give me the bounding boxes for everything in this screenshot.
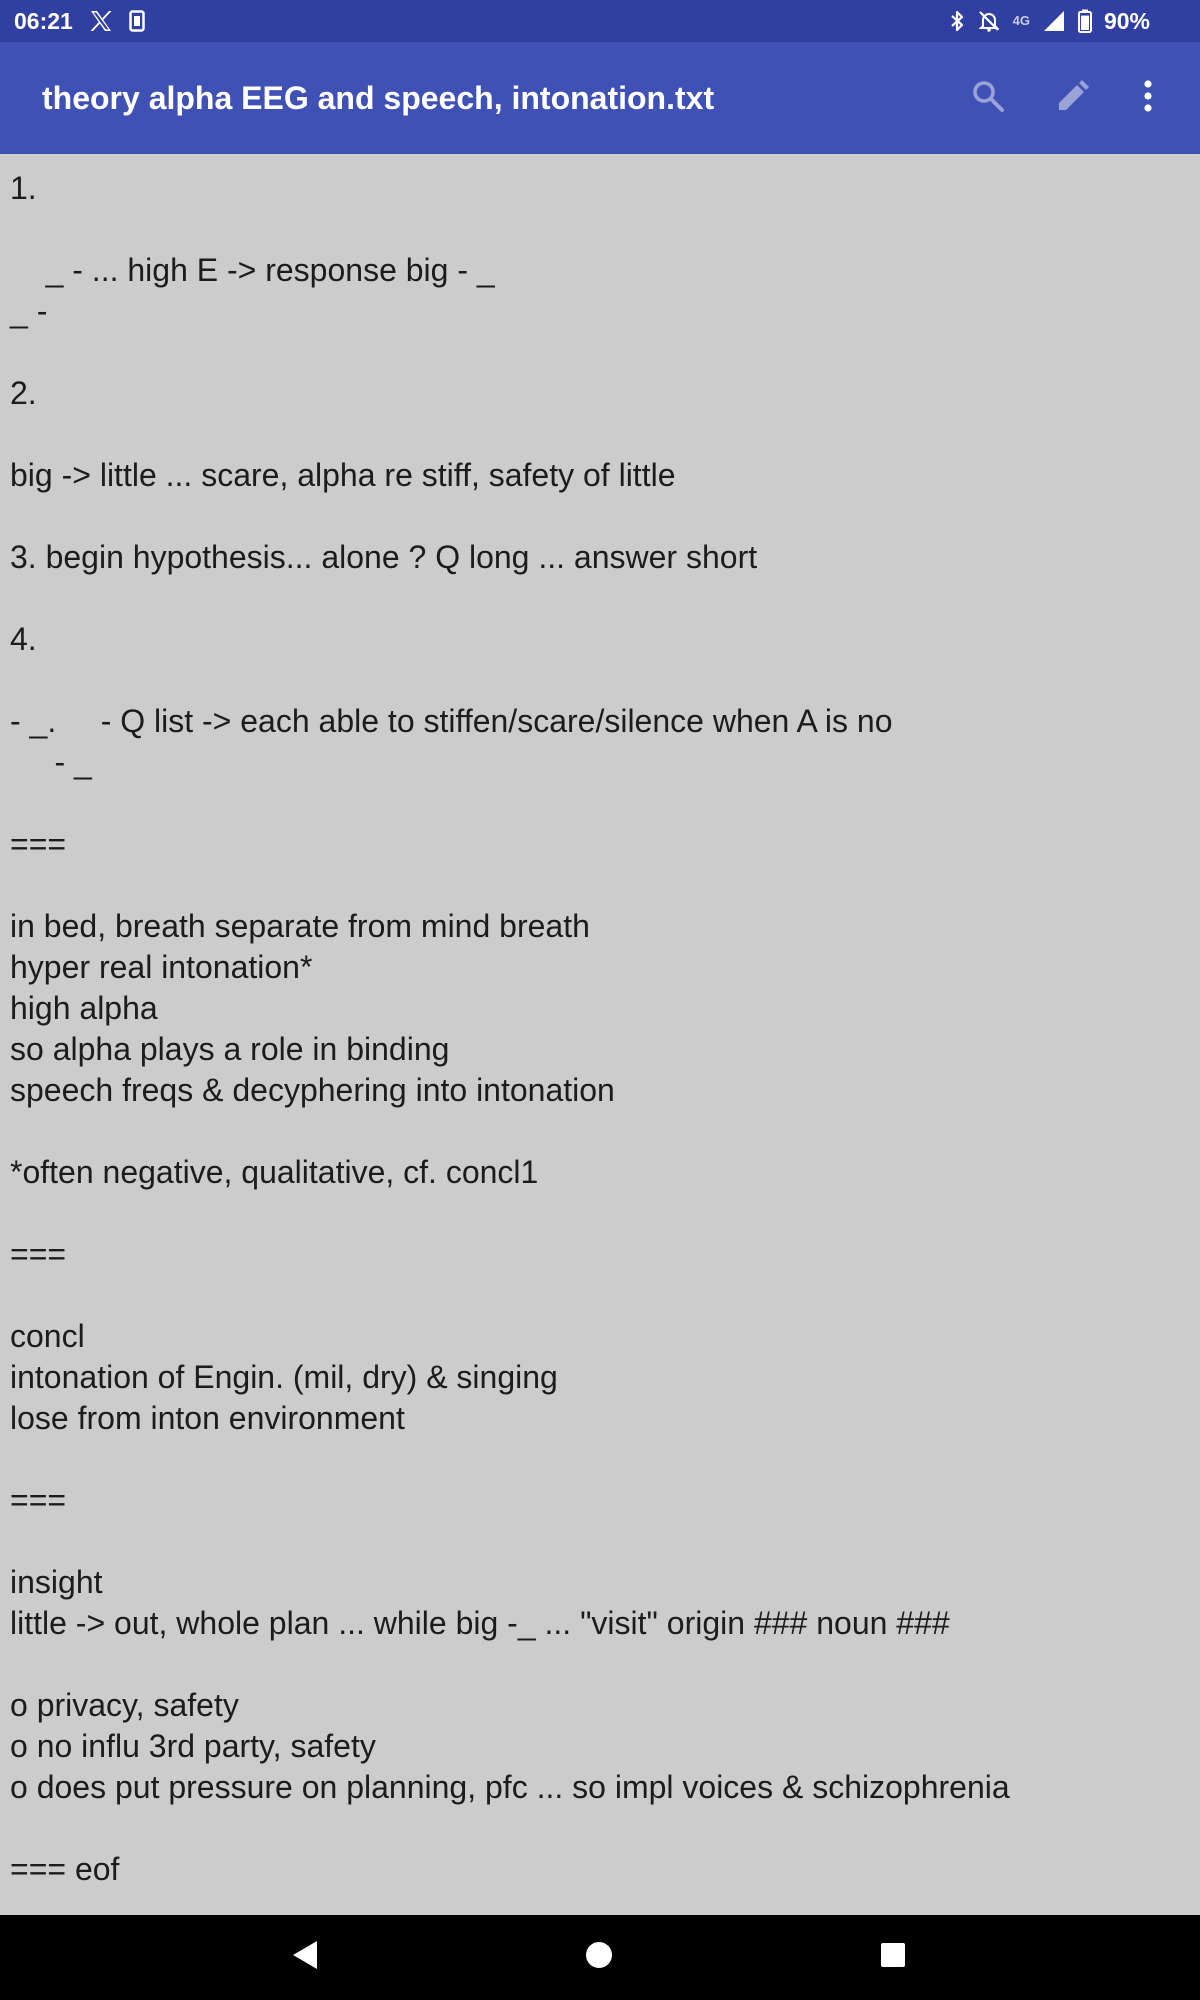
more-vert-icon: [1142, 79, 1154, 118]
file-content: 1. _ - ... high E -> response big - _ _ - 2. big -> little ... scare, alpha re stiff, safety of little 3. begin hypothesis... alone ? Q long ... answer short 4. - _. - Q list -> each able to stiffen/scare/silence when A is no - _ === in bed, breath separate from mind breath hyper real intonation* high alpha so alpha plays a role in binding speech freqs & decyphering into intonation *often negative, qualitative, cf. concl1 === concl intonation of Engin. (mil, dry) & singing lose from inton environment === insight little -> out, whole plan ... while big -_ ... "visit" origin ### noun ### o privacy, safety o no influ 3rd party, safety o does put pressure on planning, pfc ... so impl voices & schizophrenia === eof: [10, 170, 1010, 1887]
alarm-off-icon: [977, 9, 1001, 33]
recents-icon: [879, 1941, 907, 1974]
back-button[interactable]: [277, 1929, 333, 1985]
recents-button[interactable]: [865, 1929, 921, 1985]
status-bar: [0, 0, 1200, 42]
text-viewer[interactable]: [0, 154, 1200, 1915]
search-button[interactable]: [960, 70, 1016, 126]
phone-notification-icon: [129, 10, 145, 32]
more-options-button[interactable]: [1120, 70, 1176, 126]
x-logo-icon: [89, 10, 113, 32]
network-type-label: 4G: [1012, 13, 1030, 28]
app-bar: [0, 42, 1200, 154]
edit-button[interactable]: [1045, 70, 1101, 126]
search-icon: [971, 79, 1005, 118]
home-icon: [584, 1940, 614, 1975]
status-left: [14, 0, 145, 42]
back-icon: [290, 1939, 320, 1976]
battery-percent: 90%: [1103, 7, 1150, 34]
signal-icon: [1042, 9, 1066, 33]
home-button[interactable]: [571, 1929, 627, 1985]
navigation-bar: [0, 1915, 1200, 2000]
file-title: theory alpha EEG and speech, intonation.txt: [42, 80, 715, 116]
battery-icon: [1078, 9, 1092, 33]
status-time: 06:21: [14, 7, 73, 34]
edit-pencil-icon: [1055, 78, 1091, 119]
bluetooth-icon: [949, 9, 965, 33]
status-right: [949, 0, 1150, 42]
network-type-icon: [1013, 15, 1030, 27]
